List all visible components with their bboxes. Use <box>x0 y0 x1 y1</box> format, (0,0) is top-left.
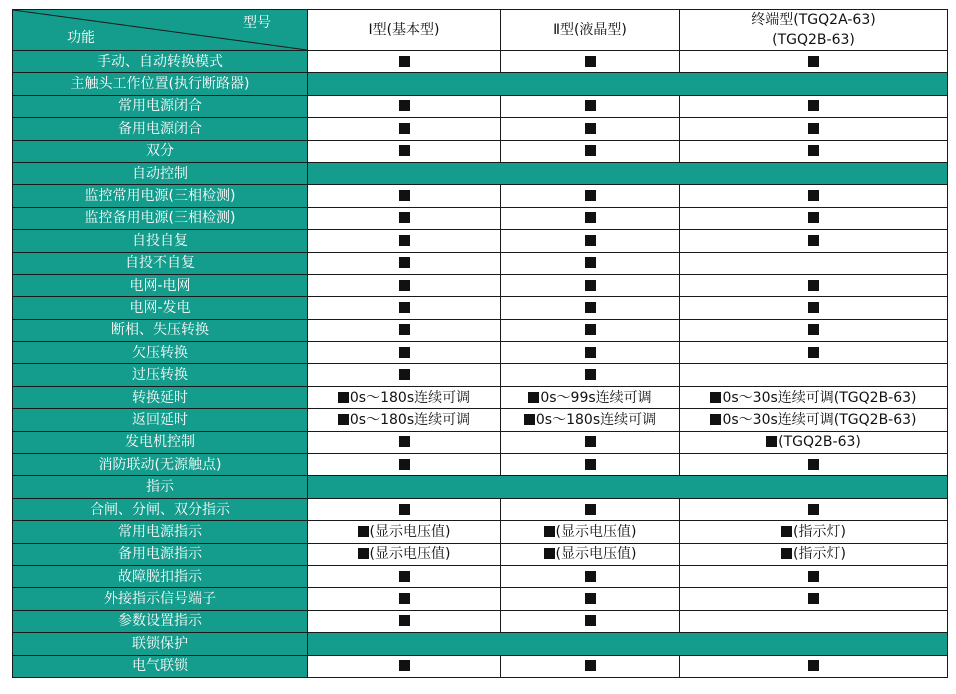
support-cell <box>680 655 948 677</box>
filled-square-icon <box>399 436 410 447</box>
filled-square-icon <box>585 123 596 134</box>
support-cell <box>308 319 501 341</box>
filled-square-icon <box>585 459 596 470</box>
function-label: 常用电源闭合 <box>13 95 308 117</box>
support-cell <box>501 610 680 632</box>
support-cell <box>308 543 501 565</box>
filled-square-icon <box>781 548 792 559</box>
filled-square-icon <box>399 347 410 358</box>
support-cell <box>680 297 948 319</box>
support-cell <box>308 454 501 476</box>
cell-note: (显示电压值) <box>369 523 451 540</box>
table-row <box>13 230 948 252</box>
function-label: 自投自复 <box>13 230 308 252</box>
table-row <box>13 588 948 610</box>
filled-square-icon <box>808 302 819 313</box>
function-label: 外接指示信号端子 <box>13 588 308 610</box>
section-label: 自动控制 <box>13 162 308 184</box>
support-cell <box>308 431 501 453</box>
filled-square-icon <box>358 526 369 537</box>
support-cell <box>308 207 501 229</box>
support-cell <box>308 95 501 117</box>
section-row <box>13 162 948 184</box>
table-row <box>13 543 948 565</box>
support-cell <box>680 51 948 73</box>
section-band <box>308 633 948 655</box>
support-cell <box>680 252 948 274</box>
support-cell <box>308 51 501 73</box>
support-cell <box>501 185 680 207</box>
support-cell <box>308 364 501 386</box>
support-cell <box>680 207 948 229</box>
filled-square-icon <box>399 459 410 470</box>
section-row <box>13 476 948 498</box>
filled-square-icon <box>338 392 349 403</box>
function-label: 监控备用电源(三相检测) <box>13 207 308 229</box>
filled-square-icon <box>808 324 819 335</box>
function-label: 合闸、分闸、双分指示 <box>13 498 308 520</box>
table-row <box>13 364 948 386</box>
function-label: 转换延时 <box>13 386 308 408</box>
support-cell <box>308 409 501 431</box>
support-cell <box>501 297 680 319</box>
table-row <box>13 386 948 408</box>
filled-square-icon <box>399 280 410 291</box>
filled-square-icon <box>585 56 596 67</box>
section-label: 联锁保护 <box>13 633 308 655</box>
filled-square-icon <box>585 571 596 582</box>
table-row <box>13 140 948 162</box>
function-label: 发电机控制 <box>13 431 308 453</box>
filled-square-icon <box>544 526 555 537</box>
section-band <box>308 162 948 184</box>
function-label: 过压转换 <box>13 364 308 386</box>
table-row <box>13 252 948 274</box>
support-cell <box>680 319 948 341</box>
filled-square-icon <box>585 257 596 268</box>
filled-square-icon <box>808 56 819 67</box>
filled-square-icon <box>399 302 410 313</box>
support-cell <box>680 140 948 162</box>
filled-square-icon <box>399 145 410 156</box>
support-cell <box>680 588 948 610</box>
support-cell <box>308 521 501 543</box>
filled-square-icon <box>585 436 596 447</box>
cell-note: (显示电压值) <box>369 546 451 563</box>
table-row <box>13 118 948 140</box>
table-row <box>13 431 948 453</box>
filled-square-icon <box>808 280 819 291</box>
filled-square-icon <box>544 548 555 559</box>
support-cell <box>501 521 680 543</box>
filled-square-icon <box>766 436 777 447</box>
section-band <box>308 476 948 498</box>
support-cell <box>680 386 948 408</box>
table-row <box>13 51 948 73</box>
filled-square-icon <box>399 123 410 134</box>
filled-square-icon <box>808 571 819 582</box>
filled-square-icon <box>585 145 596 156</box>
filled-square-icon <box>808 145 819 156</box>
section-band <box>308 73 948 95</box>
support-cell <box>680 454 948 476</box>
function-label: 监控常用电源(三相检测) <box>13 185 308 207</box>
filled-square-icon <box>808 660 819 671</box>
section-row <box>13 73 948 95</box>
filled-square-icon <box>585 504 596 515</box>
function-label: 消防联动(无源触点) <box>13 454 308 476</box>
filled-square-icon <box>585 324 596 335</box>
support-cell <box>501 364 680 386</box>
support-cell <box>680 342 948 364</box>
table-row <box>13 319 948 341</box>
column-header-type2: Ⅱ型(液晶型) <box>501 10 680 51</box>
filled-square-icon <box>710 414 721 425</box>
cell-note: 0s～30s连续可调(TGQ2B-63) <box>722 411 917 428</box>
support-cell <box>308 588 501 610</box>
cell-note: (指示灯) <box>793 546 846 563</box>
filled-square-icon <box>399 324 410 335</box>
filled-square-icon <box>808 212 819 223</box>
table-row <box>13 498 948 520</box>
filled-square-icon <box>399 56 410 67</box>
table-row <box>13 655 948 677</box>
filled-square-icon <box>585 302 596 313</box>
function-label: 故障脱扣指示 <box>13 565 308 587</box>
function-label: 备用电源指示 <box>13 543 308 565</box>
function-label: 双分 <box>13 140 308 162</box>
function-label: 返回延时 <box>13 409 308 431</box>
cell-note: 0s～99s连续可调 <box>540 389 652 406</box>
filled-square-icon <box>808 347 819 358</box>
header-row <box>13 10 948 51</box>
column-header-terminal-line1: 终端型(TGQ2A-63) <box>751 12 876 28</box>
column-header-terminal <box>680 10 948 51</box>
support-cell <box>501 274 680 296</box>
filled-square-icon <box>585 100 596 111</box>
support-cell <box>680 274 948 296</box>
support-cell <box>501 342 680 364</box>
cell-note: 0s～180s连续可调 <box>349 389 471 406</box>
filled-square-icon <box>808 100 819 111</box>
filled-square-icon <box>399 660 410 671</box>
column-header-terminal-line2: (TGQ2B-63) <box>772 32 855 48</box>
filled-square-icon <box>585 615 596 626</box>
feature-comparison-table <box>12 9 948 678</box>
function-label: 手动、自动转换模式 <box>13 51 308 73</box>
corner-function-label: 功能 <box>67 30 95 46</box>
table-row <box>13 521 948 543</box>
table-row <box>13 342 948 364</box>
function-label: 电网-电网 <box>13 274 308 296</box>
support-cell <box>680 521 948 543</box>
support-cell <box>680 230 948 252</box>
cell-note: (显示电压值) <box>555 523 637 540</box>
support-cell <box>680 185 948 207</box>
support-cell <box>308 230 501 252</box>
table-row <box>13 95 948 117</box>
cell-note: (TGQ2B-63) <box>778 434 861 451</box>
filled-square-icon <box>808 504 819 515</box>
function-label: 电气联锁 <box>13 655 308 677</box>
support-cell <box>680 498 948 520</box>
support-cell <box>501 207 680 229</box>
support-cell <box>308 140 501 162</box>
support-cell <box>308 565 501 587</box>
support-cell <box>680 409 948 431</box>
filled-square-icon <box>585 347 596 358</box>
support-cell <box>308 342 501 364</box>
support-cell <box>501 588 680 610</box>
support-cell <box>501 252 680 274</box>
filled-square-icon <box>358 548 369 559</box>
filled-square-icon <box>399 593 410 604</box>
function-label: 备用电源闭合 <box>13 118 308 140</box>
support-cell <box>308 386 501 408</box>
support-cell <box>501 565 680 587</box>
filled-square-icon <box>399 257 410 268</box>
support-cell <box>680 543 948 565</box>
cell-note: (指示灯) <box>793 523 846 540</box>
filled-square-icon <box>585 280 596 291</box>
filled-square-icon <box>399 235 410 246</box>
support-cell <box>501 230 680 252</box>
filled-square-icon <box>808 123 819 134</box>
column-header-type1: Ⅰ型(基本型) <box>308 10 501 51</box>
corner-header-cell <box>13 10 308 51</box>
filled-square-icon <box>808 593 819 604</box>
support-cell <box>680 431 948 453</box>
support-cell <box>308 498 501 520</box>
function-label: 自投不自复 <box>13 252 308 274</box>
filled-square-icon <box>399 212 410 223</box>
support-cell <box>308 274 501 296</box>
filled-square-icon <box>585 190 596 201</box>
table-row <box>13 610 948 632</box>
support-cell <box>501 51 680 73</box>
function-label: 电网-发电 <box>13 297 308 319</box>
filled-square-icon <box>808 235 819 246</box>
support-cell <box>308 297 501 319</box>
support-cell <box>501 454 680 476</box>
cell-note: (显示电压值) <box>555 546 637 563</box>
filled-square-icon <box>781 526 792 537</box>
section-label: 主触头工作位置(执行断路器) <box>13 73 308 95</box>
filled-square-icon <box>399 369 410 380</box>
support-cell <box>680 95 948 117</box>
cell-note: 0s～180s连续可调 <box>535 411 657 428</box>
table-row <box>13 297 948 319</box>
support-cell <box>680 565 948 587</box>
filled-square-icon <box>399 190 410 201</box>
support-cell <box>308 252 501 274</box>
support-cell <box>501 543 680 565</box>
table-row <box>13 207 948 229</box>
filled-square-icon <box>808 459 819 470</box>
support-cell <box>308 655 501 677</box>
table-row <box>13 274 948 296</box>
filled-square-icon <box>585 212 596 223</box>
support-cell <box>501 431 680 453</box>
section-row <box>13 633 948 655</box>
support-cell <box>501 118 680 140</box>
filled-square-icon <box>528 392 539 403</box>
support-cell <box>501 386 680 408</box>
support-cell <box>501 655 680 677</box>
section-label: 指示 <box>13 476 308 498</box>
function-label: 断相、失压转换 <box>13 319 308 341</box>
filled-square-icon <box>399 571 410 582</box>
filled-square-icon <box>524 414 535 425</box>
support-cell <box>501 95 680 117</box>
function-label: 欠压转换 <box>13 342 308 364</box>
cell-note: 0s～180s连续可调 <box>349 411 471 428</box>
filled-square-icon <box>585 593 596 604</box>
function-label: 常用电源指示 <box>13 521 308 543</box>
support-cell <box>501 319 680 341</box>
support-cell <box>680 610 948 632</box>
table-row <box>13 565 948 587</box>
table-row <box>13 409 948 431</box>
filled-square-icon <box>808 190 819 201</box>
corner-model-label: 型号 <box>243 15 271 31</box>
filled-square-icon <box>585 660 596 671</box>
support-cell <box>680 118 948 140</box>
filled-square-icon <box>399 615 410 626</box>
filled-square-icon <box>710 392 721 403</box>
support-cell <box>308 610 501 632</box>
table-row <box>13 185 948 207</box>
support-cell <box>501 140 680 162</box>
function-label: 参数设置指示 <box>13 610 308 632</box>
table-body <box>13 51 948 678</box>
support-cell <box>308 118 501 140</box>
support-cell <box>680 364 948 386</box>
support-cell <box>501 498 680 520</box>
cell-note: 0s～30s连续可调(TGQ2B-63) <box>722 389 917 406</box>
support-cell <box>308 185 501 207</box>
filled-square-icon <box>338 414 349 425</box>
filled-square-icon <box>585 369 596 380</box>
table-row <box>13 454 948 476</box>
filled-square-icon <box>399 504 410 515</box>
filled-square-icon <box>585 235 596 246</box>
support-cell <box>501 409 680 431</box>
filled-square-icon <box>399 100 410 111</box>
